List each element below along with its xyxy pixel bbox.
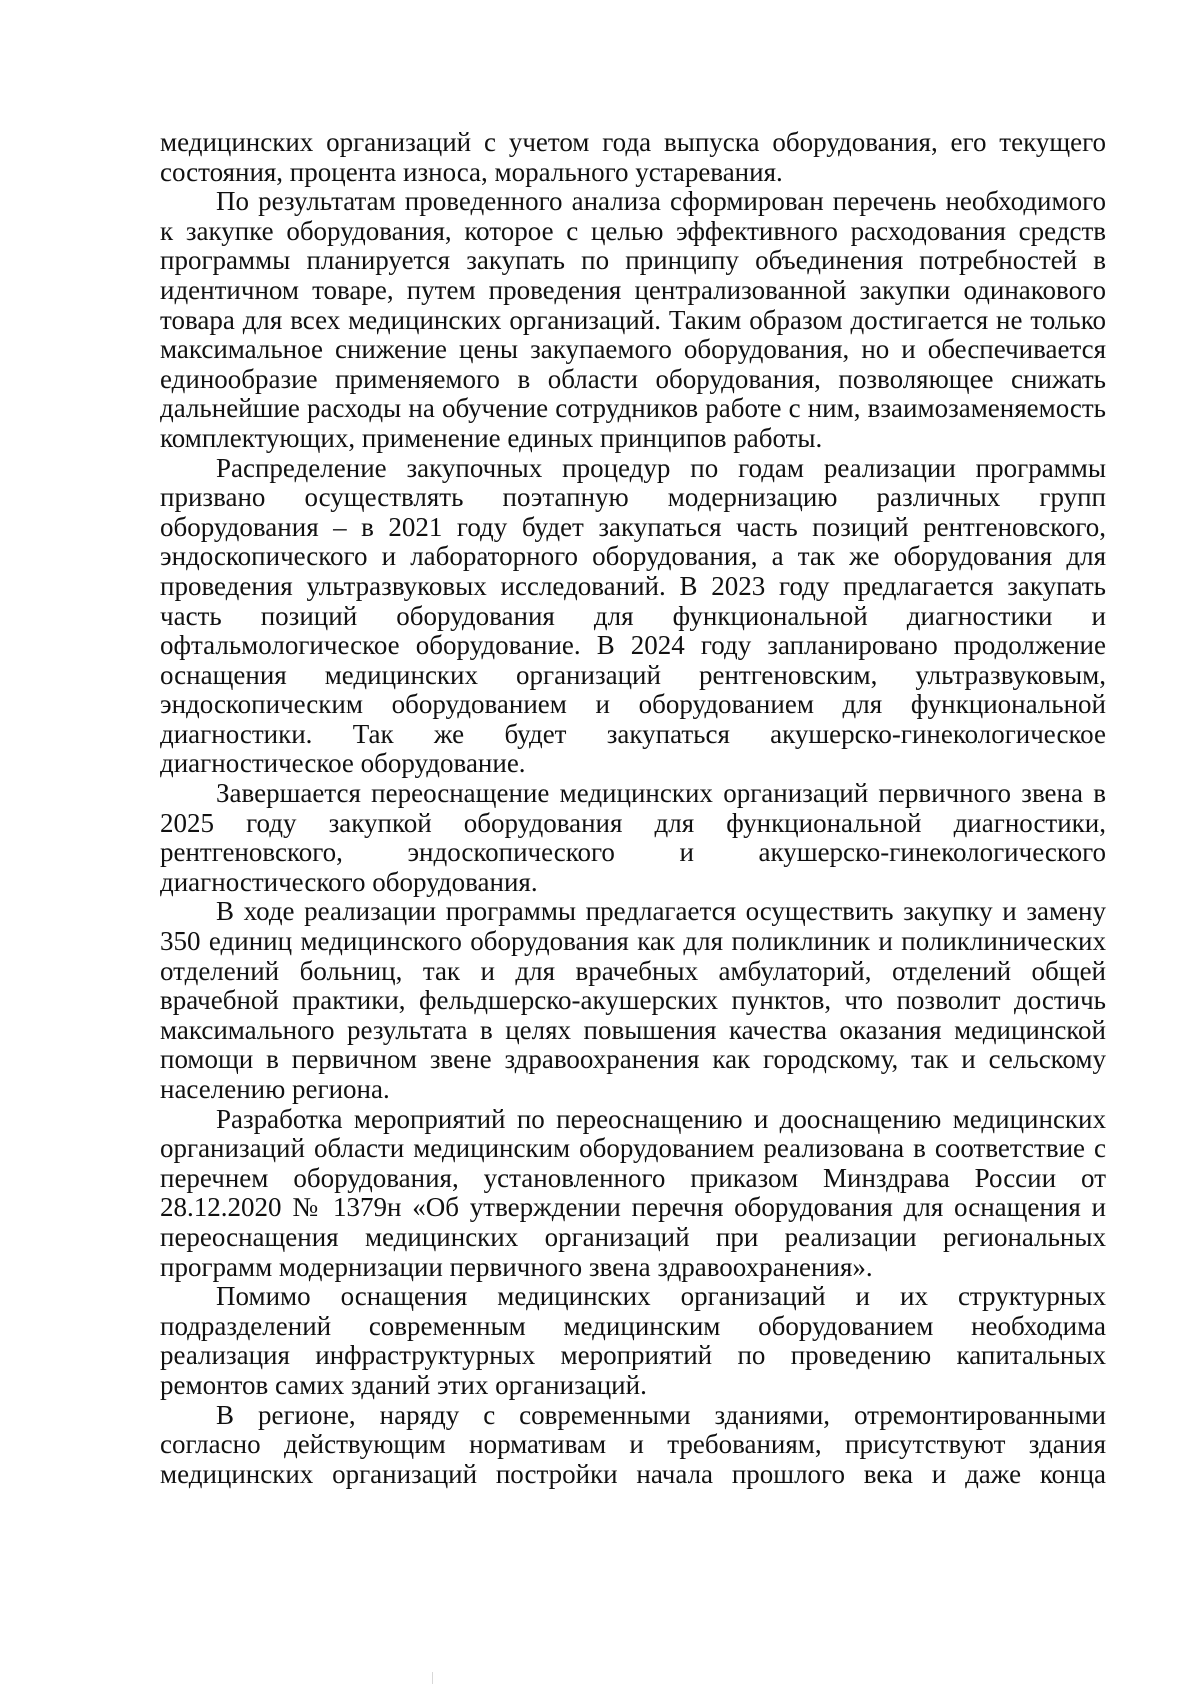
paragraph-infrastructure: Помимо оснащения медицинских организаций и их структурных подразделений современным медицинским оборудованием необходима реализация инфраструктурных мероприятий по проведению капитальных ремонтов самих зданий этих организаций.: [160, 1281, 1106, 1400]
paragraph-completion-2025: Завершается переоснащение медицинских организаций первичного звена в 2025 году закупкой оборудования для функциональной диагностики, рентгеновского, эндоскопического и акушерско-гинекологического диагностического оборудования.: [160, 778, 1106, 897]
paragraph-buildings: В регионе, наряду с современными зданиями, отремонтированными согласно действующим нормативам и требованиям, присутствуют здания медицинских организаций постройки начала прошлого века и даже конца: [160, 1399, 1106, 1489]
paragraph-analysis-results: По результатам проведенного анализа сформирован перечень необходимого к закупке оборудования, которое с целью эффективного расходования средств программы планируется закупать по принципу объединения потребностей в идентичном товаре, путем проведения централизованной закупки одинакового товара для всех медицинских организаций. Таким образом достигается не только максимальное снижение цены закупаемого оборудования, но и обеспечивается единообразие применяемого в области оборудования, позволяющее снижать дальнейшие расходы на обучение сотрудников работе с ним, взаимозаменяемость комплектующих, применение единых принципов работы.: [160, 186, 1106, 453]
document-body: [160, 128, 1106, 1489]
paragraph-ministry-order: Разработка мероприятий по переоснащению и дооснащению медицинских организаций области медицинским оборудованием реализована в соответствие с перечнем оборудования, установленного приказом Минздрава России от 28.12.2020 № 1379н «Об утверждении перечня оборудования для оснащения и переоснащения медицинских организаций при реализации региональных программ модернизации первичного звена здравоохранения».: [160, 1103, 1106, 1282]
paragraph-continuation: медицинских организаций с учетом года выпуска оборудования, его текущего состояния, процента износа, морального устаревания.: [160, 127, 1106, 187]
paragraph-equipment-count: В ходе реализации программы предлагается осуществить закупку и замену 350 единиц медицинского оборудования как для поликлиник и поликлинических отделений больниц, так и для врачебных амбулаторий, отделений общей врачебной практики, фельдшерско-акушерских пунктов, что позволит достичь максимального результата в целях повышения качества оказания медицинской помощи в первичном звене здравоохранения как городскому, так и сельскому населению региона.: [160, 896, 1106, 1104]
paragraph-procurement-distribution: Распределение закупочных процедур по годам реализации программы призвано осуществлять поэтапную модернизацию различных групп оборудования – в 2021 году будет закупаться часть позиций рентгеновского, эндоскопического и лабораторного оборудования, а так же оборудования для проведения ультразвуковых исследований. В 2023 году предлагается закупать часть позиций оборудования для функциональной диагностики и офтальмологическое оборудование. В 2024 году запланировано продолжение оснащения медицинских организаций рентгеновским, ультразвуковым, эндоскопическим оборудованием и оборудованием для функциональной диагностики. Так же будет закупаться акушерско-гинекологическое диагностическое оборудование.: [160, 452, 1106, 779]
scan-artifact: [432, 1672, 433, 1684]
